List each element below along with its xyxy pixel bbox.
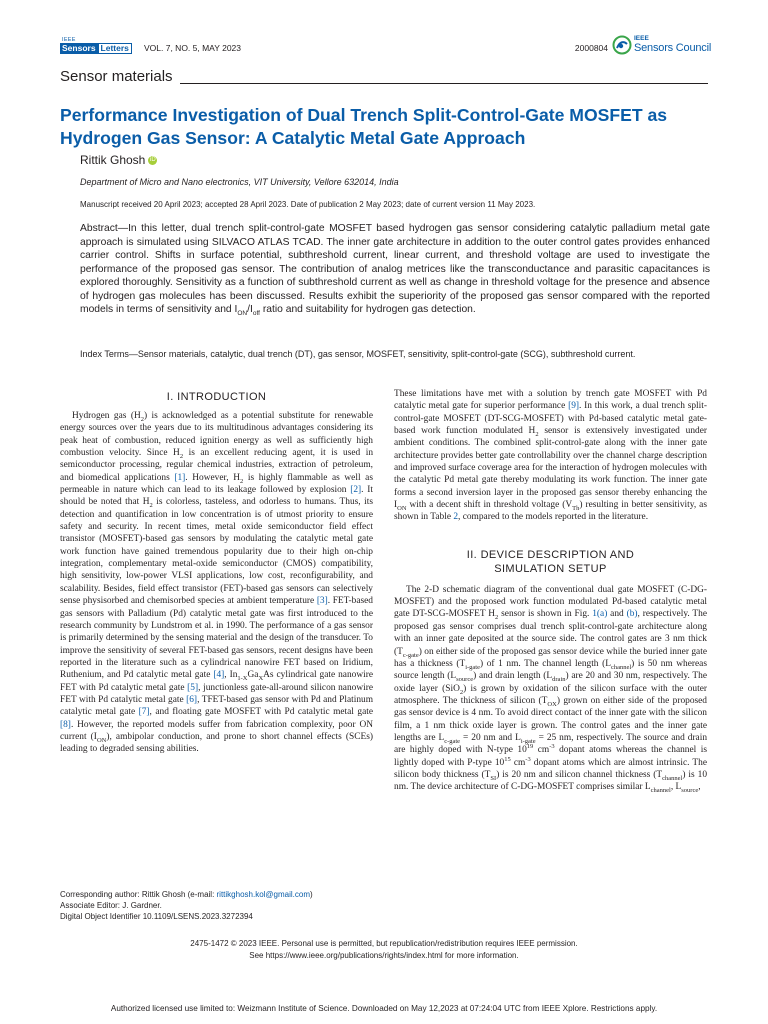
section-heading-line1: II. DEVICE DESCRIPTION AND	[466, 548, 635, 561]
author-name: Rittik Ghosh	[80, 153, 146, 167]
associate-editor: Associate Editor: J. Gardner.	[60, 901, 162, 910]
logo-letters-text: Letters	[98, 43, 132, 54]
logo-sensors-text: Sensors	[62, 43, 96, 53]
sensors-council-icon	[612, 35, 632, 55]
article-number: 2000804	[574, 43, 608, 53]
paper-title: Performance Investigation of Dual Trench Split-Control-Gate MOSFET as Hydrogen Gas Sensor: A Catalytic Metal Gate Approach	[60, 105, 668, 148]
figure-link[interactable]: 1(a)	[592, 609, 608, 620]
section-label: Sensor materials	[60, 68, 179, 85]
corresponding-author	[60, 889, 380, 900]
citation-link[interactable]: [2]	[350, 485, 362, 496]
authorized-use-notice: Authorized licensed use limited to: Weizmann Institute of Science. Downloaded on May 12,2023 at 07:24:04 UTC from IEEE Xplore. Restrictions apply.	[110, 1004, 658, 1013]
journal-header	[60, 35, 712, 58]
intro-continued-paragraph: These limitations have met with a solution by trench gate MOSFET with Pd catalytic metal gate for superior performance [9]. In this work, a dual trench split-control-gate MOSFET (DT-SCG-MOSFET) with Pd-based catalytic metal gate-based work function modulated $H_2$ sensor is extensively investigated under ambient conditions. The combined split-control-gate along with the inner gate architecture provides better gate controllability over the channel charge description and improved surface coverage area for the interaction of hydrogen molecules with the catalytic Pd metal gate thereby modulating its work function. The inner gate forms a second inversion layer in the proposed gas sensor thereby enhancing the $I_{ON}$ with a decent shift in threshold voltage $(V_{Th})$ resulting in better sensitivity, as shown in Table 2, compared to the models reported in the literature.	[394, 389, 707, 523]
citation-link[interactable]: [8]	[60, 719, 71, 730]
intro-paragraph: Hydrogen gas $(H_2)$ is acknowledged as a potential substitute for renewable energy sources over the years due to its multitudinous advantages considering its peak heat of combustion, reduced ignition energy as well as sufficiently high combustion velocity. Since $H_2$ is an excellent reducing agent, it is used in semiconductor processing, regular chemical industries, extraction of petroleum, and biomedical applications [1]. However, $H_2$ is highly flammable as well as permeable in nature which can lead to its leakage followed by explosion [2]. It should be noted that $H_2$ is colorless, tasteless, and odorless to humans. Thus, its detection and quantification in low concentration is of utmost priority to ensure safety and security. In recent times, metal oxide semiconductor field effect transistor (MOSFET)-based gas sensors by modulating the catalytic metal gate work function have gained tremendous popularity due to their high on-chip integration, complementary metal-oxide semiconductor (CMOS) compatibility, high sensitivity, low-power VLSI applications, low cost, reconfigurability, and scalability. Besides, field effect transistor (FET)-based gas sensors can selectively sense physisorbed and chemisorbed species at ambient temperature [3]. FET-based gas sensors with Palladium (Pd) catalytic metal gate was first introduced to the research community by Lundstrom et al. in 1990. The performance of a gas sensor is primarily determined by the sensing material and the design of the transducer. To improve the sensitivity of several FET-based gas sensors, recent designs have been reported in the literature such as a cylindrical nanowire FET based on Iridium, Ruthenium, and Pd catalytic metal gate [4], $In_{1-X}Ga_XAs$ cylindrical gate nanowire FET with Pd catalytic metal gate [5], junctionless gate-all-around silicon nanowire FET with Pd catalytic metal gate [6], TFET-based gas sensor with Pd and Platinum catalytic metal gate [7], and floating gate MOSFET with Pd catalytic metal gate [8]. However, the reported models suffer from fabrication complexity, poor ON current $(I_{ON})$, ambipolar conduction, and prone to short channel effects (SCEs) leading to degraded sensing abilities.	[60, 411, 374, 755]
figure-link[interactable]: (b)	[626, 609, 638, 620]
logo-ieee-text: IEEE	[62, 37, 76, 43]
citation-link[interactable]: [7]	[138, 707, 150, 718]
section-label-row	[60, 68, 708, 88]
citation-link[interactable]: [1]	[174, 472, 186, 483]
orcid-icon[interactable]: iD	[150, 157, 156, 163]
council-name: Sensors Council	[634, 42, 712, 54]
section-divider	[180, 83, 708, 84]
doi: Digital Object Identifier 10.1109/LSENS.2023.3272394	[60, 912, 253, 921]
author-email-link[interactable]: rittikghosh.kol@gmail.com	[216, 890, 310, 899]
abstract: Abstract—In this letter, dual trench split-control-gate MOSFET based hydrogen gas sensor considering catalytic palladium metal gate approach is simulated using SILVACO ATLAS TCAD. The inner gate architecture in addition to the outer control gates provides enhanced carrier control. Shifts in surface potential, subthreshold current, linear current, and threshold voltage are used to investigate the performance of the proposed gas sensor. The contribution of analog metrices like the transconductance and parasitic capacitances is explored thoroughly. Sensitivity as a function of subthreshold current as well as change in threshold voltage for the presence and absence of hydrogen gas molecules has been discussed. Results exhibit the superiority of the proposed gas sensor compared with the reported models in terms of sensitivity and $I_{ON}/I_{off}$ ratio and suitability for hydrogen gas detection.	[80, 223, 710, 318]
footnote	[60, 889, 380, 922]
manuscript-dates: Manuscript received 20 April 2023; accepted 28 April 2023. Date of publication 2 May 2023; date of current version 11 May 2023.	[80, 200, 536, 209]
copyright-notice	[60, 938, 708, 961]
section-heading-device-description	[394, 548, 707, 576]
device-paragraph: The 2-D schematic diagram of the conventional dual gate MOSFET (C-DG-MOSFET) and the proposed work function modulated Pd-based catalytic metal gate DT-SCG-MOSFET $H_2$ sensor is shown in Fig. 1(a) and (b), respectively. The proposed gas sensor comprises dual trench split-control-gate architecture along with an inner gate deposited at the source side. The control gates are 3 nm thick $(T_{c-gate})$ on either side of the proposed gas sensor device while the buried inner gate has a thickness $(T_{i-gate})$ of 1 nm. The channel length $(L_{channel})$ is 50 nm whereas source length $(L_{source})$ and drain length $(L_{drain})$ are 20 and 30 nm, respectively. The oxide layer (SiO$_2$) is grown by oxidation of the silicon surface with the outer atmosphere. The thickness of silicon $(T_{OX})$ grown on either side of the proposed gas sensor device is 4 nm. To avoid direct contact of the inner gate with the silicon film, a 1 nm thick oxide layer is grown. The control gates and the inner gate lengths are $L_{c-gate} = 20$ nm and $L_{i-gate} = 25$ nm, respectively. The source and drain are highly doped with N-type $10^{19}$ $cm^{-3}$ dopant atoms whereas the channel is lightly doped with P-type $10^{15}$ $cm^{-3}$ dopant atoms which are almost intrinsic. The silicon body thickness $(T_{SI})$ is 20 nm and silicon channel thickness $(T_{channel})$ is 10 nm. The device architecture of C-DG-MOSFET comprises similar $L_{channel}$, $L_{source}$,	[394, 584, 708, 795]
copyright-line-2: See https://www.ieee.org/publications/rights/index.html for more information.	[249, 950, 519, 960]
citation-link[interactable]: [5]	[187, 682, 199, 693]
author-line	[80, 153, 157, 167]
right-column	[394, 388, 707, 794]
citation-link[interactable]: [3]	[316, 596, 328, 607]
abstract-text: Abstract—In this letter, dual trench split-control-gate MOSFET based hydrogen gas sensor considering catalytic palladium metal gate approach is simulated using SILVACO ATLAS TCAD. The inner gate architecture in addition to the outer control gates provides enhanced carrier control. Shifts in surface potential, subthreshold current, linear current, and threshold voltage are used to investigate the performance of the proposed gas sensor. The contribution of analog metrices like the transconductance and parasitic capacitances is explored thoroughly. Sensitivity as a function of subthreshold current as well as change in threshold voltage for the presence and absence of hydrogen gas molecules has been discussed. Results exhibit the superiority of the proposed gas sensor compared with the reported models in terms of sensitivity and I	[80, 223, 710, 315]
citation-link[interactable]: [9]	[568, 401, 580, 412]
copyright-line-1: 2475-1472 © 2023 IEEE. Personal use is permitted, but republication/redistribution requires IEEE permission.	[190, 939, 578, 948]
corresponding-end: )	[310, 890, 313, 899]
affiliation: Department of Micro and Nano electronics, VIT University, Vellore 632014, India	[80, 177, 399, 187]
sensors-council-logo	[612, 35, 712, 57]
table-link[interactable]: 2	[453, 512, 459, 523]
council-ieee-text: IEEE	[634, 35, 649, 42]
section-heading-line2: SIMULATION SETUP	[494, 562, 607, 575]
citation-link[interactable]: [4]	[213, 670, 225, 681]
abstract-tail: ratio and suitability for hydrogen gas detection.	[259, 304, 476, 315]
corresponding-text: Corresponding author: Rittik Ghosh (e-mail:	[60, 890, 217, 899]
volume-info: VOL. 7, NO. 5, MAY 2023	[144, 43, 242, 53]
index-terms: Index Terms—Sensor materials, catalytic, dual trench (DT), gas sensor, MOSFET, sensitivity, split-control-gate (SCG), subthreshold current.	[80, 349, 636, 359]
section-heading-introduction: I. INTRODUCTION	[166, 391, 267, 403]
citation-link[interactable]: [6]	[186, 694, 198, 705]
left-column	[60, 388, 373, 756]
